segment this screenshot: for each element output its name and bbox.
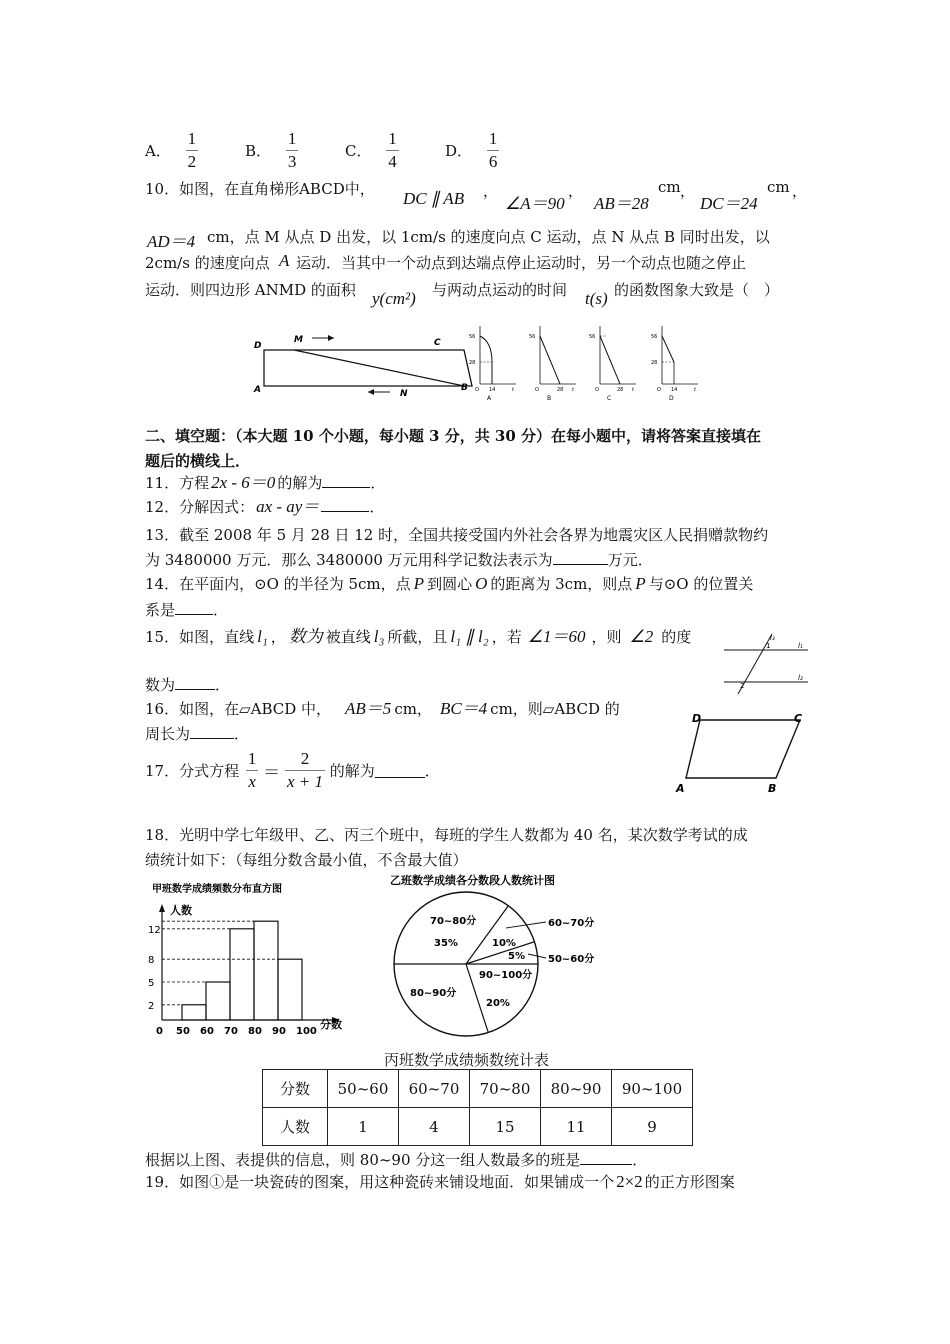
q14-line2: 系是 ． <box>145 601 229 619</box>
table-cell: 1 <box>328 1108 399 1146</box>
q12: 12．分解因式： ax - ay＝ ． <box>145 497 385 516</box>
q10-line2: cm，点 M 从点 D 出发，以 1cm/s 的速度向点 C 运动，点 N 从点 B 同时出发，以 <box>207 228 770 246</box>
q17-answer-blank[interactable] <box>375 763 425 778</box>
q18-answer-blank[interactable] <box>580 1150 632 1165</box>
q10-line1: 10．如图，在直角梯形ABCD中， <box>145 180 375 198</box>
table-cell: 90~100 <box>612 1070 693 1108</box>
graph-d-label: D <box>669 395 674 402</box>
table-row-counts <box>263 1108 693 1146</box>
trap-label-a: A <box>254 385 261 395</box>
hist-x-tick: 50 <box>176 1026 190 1036</box>
hist-x-tick: 80 <box>248 1026 262 1036</box>
svg-text:O: O <box>475 387 479 393</box>
pie-label-70-80: 70~80分 <box>430 916 477 927</box>
svg-text:l₃: l₃ <box>770 634 775 642</box>
svg-text:56: 56 <box>589 334 596 340</box>
svg-text:28: 28 <box>617 387 624 393</box>
q17: 17．分式方程 $\frac{1}{x}$ ＝ $\frac{2}{x + 1}$ 的解为 ． <box>145 749 440 791</box>
svg-text:1: 1 <box>766 642 771 650</box>
hist-title: 甲班数学成绩频数分布直方图 <box>152 884 282 895</box>
q18-line1: 18．光明中学七年级甲、乙、丙三个班中，每班的学生人数都为 40 名，某次数学考试的成 <box>145 826 748 844</box>
q18-conclusion: 根据以上图、表提供的信息，则 80~90 分这一组人数最多的班是 ． <box>145 1151 648 1169</box>
q10-math-t: t(s) <box>585 289 608 308</box>
q9-option-a: A． $\frac{1}{2}$ <box>145 129 197 171</box>
q10-unit-cm-1: cm <box>658 178 681 196</box>
hist-bar <box>230 929 254 1020</box>
q10-comma-4: ， <box>792 182 808 200</box>
pie-slice-edge <box>466 906 508 964</box>
svg-text:t: t <box>632 387 634 393</box>
table-cell: 15 <box>470 1108 541 1146</box>
trap-label-b: B <box>461 383 468 393</box>
section2-heading-line1: 二、填空题：（本大题 10 个小题，每小题 3 分，共 30 分）在每小题中，请将答案直接填在 <box>145 427 762 445</box>
hist-xlabel: 分数 <box>320 1018 342 1031</box>
table-cell: 人数 <box>263 1108 328 1146</box>
q10-comma-1: ， <box>483 182 499 200</box>
q18-line2: 绩统计如下：（每组分数含最小值，不含最大值） <box>145 851 468 869</box>
hist-bar <box>206 982 230 1020</box>
graph-a-label: A <box>487 395 492 402</box>
q15-line1: 15．如图，直线 l₁ ， 数为 被直线 l₃ 所截，且 l₁ ∥ l₂ ，若 ∠1＝60 ，则 ∠2 的度 <box>145 627 692 646</box>
jia-class-histogram <box>140 876 365 1036</box>
q10-graph-c <box>588 322 640 402</box>
q10-comma-3: ， <box>680 182 696 200</box>
bing-class-frequency-table <box>262 1069 693 1146</box>
pie-label-60-70: 60~70分 <box>548 918 595 929</box>
q16-line2: 周长为 ． <box>145 725 250 743</box>
svg-text:O: O <box>595 387 599 393</box>
q10-trapezoid-figure <box>250 330 480 402</box>
table-cell: 60~70 <box>399 1070 470 1108</box>
hist-y-tick: 5 <box>148 978 155 989</box>
trap-label-m: M <box>294 335 303 345</box>
table-cell: 70~80 <box>470 1070 541 1108</box>
bing-class-table-title: 丙班数学成绩频数统计表 <box>384 1051 550 1069</box>
svg-text:56: 56 <box>651 334 658 340</box>
hist-x-tick: 60 <box>200 1026 214 1036</box>
q10-math-a: A <box>279 251 290 270</box>
svg-text:l₁: l₁ <box>798 642 803 650</box>
pie-pct-60-70: 10% <box>492 938 516 949</box>
svg-text:28: 28 <box>651 360 658 366</box>
q14-answer-blank[interactable] <box>175 600 213 615</box>
q10-graph-a <box>468 322 520 402</box>
q10-math-ab: AB＝28 <box>594 194 649 213</box>
q10-line3-a: 2cm/s 的速度向点 <box>145 254 270 272</box>
svg-text:O: O <box>657 387 661 393</box>
table-cell: 11 <box>541 1108 612 1146</box>
pie-label-50-60: 50~60分 <box>548 954 595 965</box>
svg-text:O: O <box>535 387 539 393</box>
table-cell: 80~90 <box>541 1070 612 1108</box>
svg-text:l₂: l₂ <box>798 674 803 682</box>
svg-text:28: 28 <box>557 387 564 393</box>
svg-text:B: B <box>768 782 777 795</box>
svg-text:2: 2 <box>740 682 745 690</box>
svg-text:t: t <box>512 387 514 393</box>
trap-label-d: D <box>254 341 262 351</box>
table-cell: 9 <box>612 1108 693 1146</box>
q9-option-c: C． $\frac{1}{4}$ <box>345 129 397 171</box>
hist-y-tick: 2 <box>148 1000 155 1012</box>
q9-option-d: D． $\frac{1}{6}$ <box>445 129 498 171</box>
svg-text:56: 56 <box>529 334 536 340</box>
q19: 19．如图①是一块瓷砖的图案，用这种瓷砖来铺设地面．如果铺成一个 2×2 的正方形图案 <box>145 1172 735 1191</box>
hist-x-tick: 70 <box>224 1026 238 1036</box>
pie-label-80-90: 80~90分 <box>410 988 457 999</box>
q11: 11．方程 2x - 6＝0 的解为 ． <box>145 473 386 492</box>
q15-line2: 数为 ． <box>145 676 231 694</box>
svg-text:t: t <box>572 387 574 393</box>
hist-x-tick: 100 <box>296 1026 317 1036</box>
svg-text:C: C <box>794 712 803 725</box>
q12-answer-blank[interactable] <box>321 497 369 512</box>
svg-text:14: 14 <box>671 387 678 393</box>
q10-line4-c: 的函数图象大致是（ ） <box>614 281 780 299</box>
trap-label-c: C <box>434 338 441 348</box>
q10-graph-d <box>650 322 702 402</box>
q10-comma-2: ， <box>568 182 584 200</box>
section2-heading-line2: 题后的横线上． <box>145 452 251 470</box>
pie-label-90-100: 90~100分 <box>479 970 533 981</box>
svg-text:14: 14 <box>489 387 496 393</box>
yi-class-pie-chart <box>378 866 618 1042</box>
pie-title: 乙班数学成绩各分数段人数统计图 <box>390 874 555 887</box>
q11-answer-blank[interactable] <box>322 473 370 488</box>
q13-line2: 为 3480000 万元．那么 3480000 万元用科学记数法表示为 万元． <box>145 551 653 569</box>
table-cell: 分数 <box>263 1070 328 1108</box>
q16-line1: 16．如图，在▱ABCD 中， AB＝5 cm， BC＝4 cm，则▱ABCD 的 <box>145 699 620 718</box>
q17-fraction-2: $\frac{2}{x + 1}$ <box>286 749 323 791</box>
q10-line4-a: 运动．则四边形 ANMD 的面积 <box>145 281 356 299</box>
hist-x-tick: 0 <box>156 1026 163 1036</box>
q10-math-ad: AD＝4 <box>147 232 196 251</box>
q17-fraction-1: $\frac{1}{x}$ <box>247 749 257 791</box>
svg-text:D: D <box>692 712 702 725</box>
svg-text:56: 56 <box>469 334 476 340</box>
svg-text:A: A <box>676 782 685 795</box>
table-cell: 50~60 <box>328 1070 399 1108</box>
graph-b-label: B <box>547 395 552 402</box>
pie-pct-90-100: 20% <box>486 998 510 1009</box>
q13-line1: 13．截至 2008 年 5 月 28 日 12 时，全国共接受国内外社会各界为地震灾区人民捐赠款物约 <box>145 526 769 544</box>
table-row-header <box>263 1070 693 1108</box>
table-cell: 4 <box>399 1108 470 1146</box>
q10-line4-b: 与两动点运动的时间 <box>432 281 568 299</box>
pie-pct-70-80: 35% <box>434 938 458 949</box>
q10-unit-cm-2: cm <box>767 178 790 196</box>
hist-y-tick: 8 <box>148 955 155 967</box>
trap-label-n: N <box>400 389 408 399</box>
hist-x-tick: 90 <box>272 1026 286 1036</box>
q14-line1: 14．在平面内，⊙O 的半径为 5cm，点 P 到圆心 O 的距离为 3cm，则点 P 与⊙O 的位置关 <box>145 574 754 593</box>
q16-parallelogram-figure <box>672 710 812 796</box>
q10-math-y: y(cm²) <box>372 289 416 308</box>
q9-option-b: B． $\frac{1}{3}$ <box>245 129 297 171</box>
q16-answer-blank[interactable] <box>190 724 234 739</box>
q13-answer-blank[interactable] <box>553 550 608 565</box>
q10-line3-b: 运动．当其中一个动点到达端点停止运动时，另一个动点也随之停止 <box>296 254 747 272</box>
q10-math-dc-parallel-ab: DC ∥ AB <box>403 189 465 208</box>
svg-text:28: 28 <box>469 360 476 366</box>
hist-ylabel: 人数 <box>170 904 192 917</box>
q10-graph-b <box>528 322 580 402</box>
q10-math-dc: DC＝24 <box>700 194 758 213</box>
svg-text:t: t <box>694 387 696 393</box>
q10-math-angle-a: ∠A＝90 <box>505 194 565 213</box>
q15-answer-blank[interactable] <box>175 675 215 690</box>
q15-parallel-lines-figure <box>718 630 810 696</box>
hist-bar <box>278 959 302 1020</box>
pie-pct-50-60: 5% <box>508 951 525 962</box>
hist-bar <box>254 921 278 1020</box>
graph-c-label: C <box>607 395 612 402</box>
hist-y-tick: 12 <box>148 924 161 936</box>
hist-bar <box>182 1005 206 1020</box>
